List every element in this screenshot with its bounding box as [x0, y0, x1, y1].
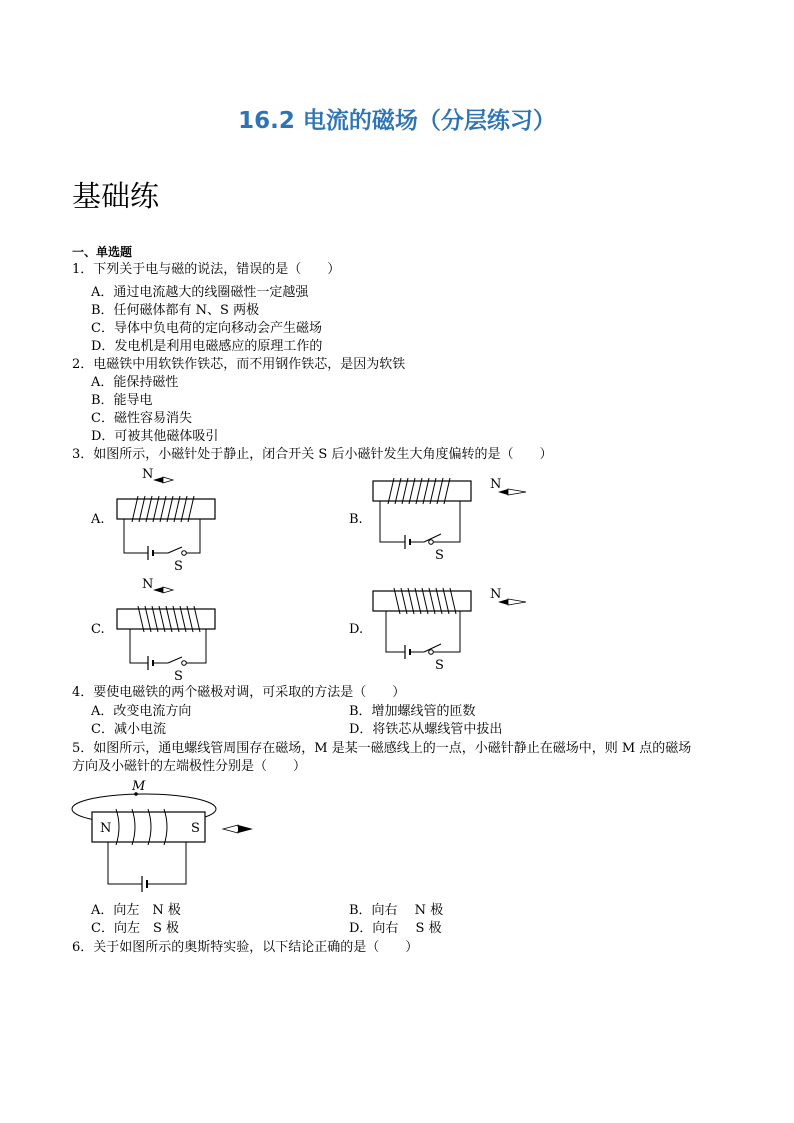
q4-option-d: D．将铁芯从螺线管中拔出 — [349, 722, 503, 737]
q2-option-c: C．磁性容易消失 — [91, 411, 192, 426]
circuit-wire — [124, 519, 148, 553]
iron-core — [117, 609, 215, 629]
q3-label-c: C. — [91, 622, 105, 637]
compass-needle — [223, 825, 253, 833]
question-1-stem: 1．下列关于电与磁的说法，错误的是（ ） — [72, 262, 341, 277]
question-4-stem: 4．要使电磁铁的两个磁极对调，可采取的方法是（ ） — [72, 685, 406, 700]
q3-label-b: B. — [349, 512, 363, 527]
q3-label-a: A. — [91, 512, 105, 527]
iron-core — [373, 481, 471, 501]
q3-figure-d — [368, 580, 533, 680]
needle-label: N — [142, 577, 154, 592]
needle-label: N — [490, 477, 502, 492]
needle-label: N — [142, 467, 154, 482]
needle-south-half — [163, 587, 173, 593]
iron-core — [117, 499, 215, 519]
switch-contact — [429, 540, 434, 545]
page-title: 16.2 电流的磁场（分层练习） — [238, 108, 556, 134]
q4-option-a: A．改变电流方向 — [91, 704, 192, 719]
needle-south-half — [508, 489, 526, 495]
needle-south-half — [163, 477, 173, 483]
circuit-wire — [380, 501, 405, 542]
switch-lever — [168, 547, 182, 553]
q3-figure-a — [110, 462, 230, 577]
switch-contact — [182, 661, 187, 666]
q5-option-c: C．向左 S 极 — [91, 921, 179, 936]
q3-figure-c — [110, 572, 230, 687]
question-5-stem-line2: 方向及小磁针的左端极性分别是（ ） — [72, 759, 307, 774]
iron-core — [373, 591, 471, 611]
q3-label-d: D. — [349, 622, 364, 637]
circuit-wire — [130, 629, 148, 663]
question-5-stem-line1: 5．如图所示，通电螺线管周围存在磁场，M 是某一磁感线上的一点，小磁针静止在磁场中，则 M 点的磁场 — [72, 741, 692, 756]
question-2-stem: 2．电磁铁中用软铁作铁芯，而不用钢作铁芯，是因为软铁 — [72, 357, 406, 372]
q2-option-d: D．可被其他磁体吸引 — [91, 429, 219, 444]
needle-label: N — [490, 587, 502, 602]
q2-option-b: B．能导电 — [91, 393, 153, 408]
q5-option-b: B．向右 N 极 — [349, 903, 444, 918]
q1-option-c: C．导体中负电荷的定向移动会产生磁场 — [91, 321, 322, 336]
question-6-stem: 6．关于如图所示的奥斯特实验，以下结论正确的是（ ） — [72, 940, 419, 955]
solenoid-n-pole: N — [100, 821, 112, 836]
switch-label: S — [174, 669, 183, 684]
q1-option-d: D．发电机是利用电磁感应的原理工作的 — [91, 339, 323, 354]
switch-contact — [182, 551, 187, 556]
switch-lever — [168, 657, 182, 663]
part-heading: 一、单选题 — [72, 245, 133, 259]
q1-option-a: A．通过电流越大的线圈磁性一定越强 — [91, 285, 309, 300]
switch-label: S — [435, 548, 444, 563]
needle-north-half — [153, 587, 163, 593]
q5-figure — [70, 776, 270, 898]
q2-option-a: A．能保持磁性 — [91, 375, 179, 390]
circuit-wire — [386, 611, 405, 652]
q4-option-c: C．减小电流 — [91, 722, 166, 737]
q5-option-a: A．向左 N 极 — [91, 903, 181, 918]
circuit-wire — [108, 842, 142, 884]
needle-south-half — [508, 599, 526, 605]
q4-option-b: B．增加螺线管的匝数 — [349, 704, 476, 719]
switch-label: S — [174, 559, 183, 574]
switch-label: S — [435, 658, 444, 673]
solenoid-s-pole: S — [191, 821, 200, 836]
q5-option-d: D．向右 S 极 — [349, 921, 442, 936]
needle-north-half — [153, 477, 163, 483]
q3-figure-b — [368, 470, 533, 570]
question-3-stem: 3．如图所示，小磁针处于静止，闭合开关 S 后小磁针发生大角度偏转的是（ ） — [72, 447, 553, 462]
q1-option-b: B．任何磁体都有 N、S 两极 — [91, 303, 260, 318]
section-heading: 基础练 — [72, 179, 160, 213]
switch-contact — [429, 650, 434, 655]
point-m-label: M — [132, 779, 146, 794]
